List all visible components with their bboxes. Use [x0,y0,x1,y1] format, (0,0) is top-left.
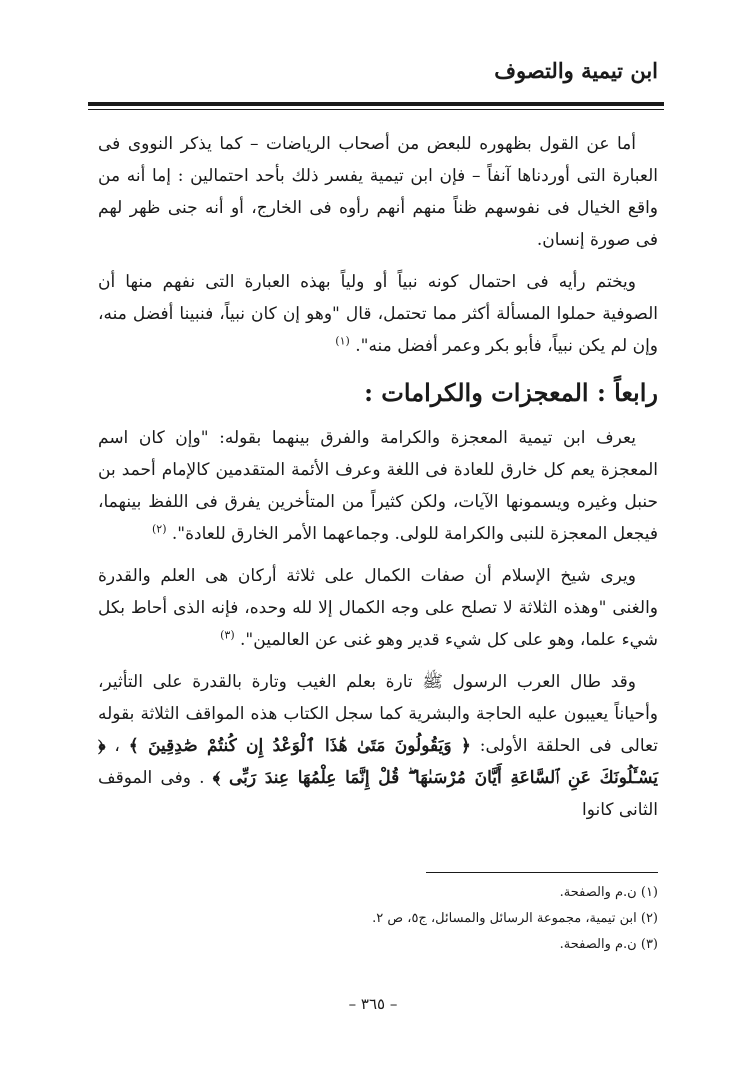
section-heading: رابعاً : المعجزات والكرامات : [364,378,658,407]
paragraph: يعرف ابن تيمية المعجزة والكرامة والفرق بينهما بقوله: "وإن كان اسم المعجزة يعم كل خارق للعادة فى اللغة وعرف الأئمة المتقدمين كالإمام أحمد بن حنبل وغيره ويسمونها الآيات، ولكن كثيراً من المتأخرين يفرق فى اللفظ بينهما، فيجعل المعجزة للنبى والكرامة للولى. وجماعهما الأمر الخارق للعادة". $^{(٢)}$ [98,428,658,544]
running-head: ابن تيمية والتصوف [494,58,658,83]
footnote: (١) ن.م والصفحة. [559,885,658,900]
footnote-ref: (٢) [151,522,167,536]
body-text [98,128,658,836]
footnote-rule [426,872,658,873]
quran-verse: ﴿ يَسْـَٔلُونَكَ عَنِ ٱلسَّاعَةِ أَيَّانَ مُرْسَىٰهَا ۖ قُلْ إِنَّمَا عِلْمُهَا عِندَ رَبِّى ﴾ [98,736,658,788]
header-rule-thick [88,102,664,106]
quran-verse: ﴿ وَيَقُولُونَ مَتَىٰ هَٰذَا ٱلْوَعْدُ إِن كُنتُمْ صَٰدِقِينَ ﴾ [128,736,471,756]
footnotes [98,880,658,958]
footnote: (٢) ابن تيمية، مجموعة الرسائل والمسائل، ج٥، ص ٢. [372,911,658,926]
footnote-ref: (٣) [220,628,235,642]
paragraph: أما عن القول بظهوره للبعض من أصحاب الرياضات – كما يذكر النووى فى العبارة التى أوردناها آنفاً – فإن ابن تيمية يفسر ذلك بأحد احتمالين : إما أنه من واقع الخيال فى نفوسهم ظناً منهم أنهم رأوه فى الخارج، أو أنه جنى ظهر لهم فى صورة إنسان. [98,134,658,250]
paragraph: ويختم رأيه فى احتمال كونه نبياً أو ولياً بهذه العبارة التى نفهم منها أن الصوفية حملوا المسألة أكثر مما تحتمل، قال "وهو إن كان نبياً، فنبينا أفضل منه، وإن لم يكن نبياً، فأبو بكر وعمر أفضل منه". $^{(١)}$ [98,272,658,356]
verse-separator: ، [114,736,120,756]
footnote: (٣) ن.م والصفحة. [559,937,658,952]
page-number: – ٣٦٥ – [348,995,398,1013]
header-rule-thin [88,109,664,110]
paragraph: وقد طال العرب الرسول ﷺ تارة بعلم الغيب وتارة بالقدرة على التأثير، وأحياناً يعيبون عليه الحاجة والبشرية كما سجل الكتاب هذه المواقف الثلاثة بقوله تعالى فى الحلقة الأولى: ﴿ وَيَقُولُونَ مَتَىٰ هَٰذَا ٱلْوَعْدُ إِن كُنتُمْ صَٰدِقِينَ ﴾ ، ﴿ يَسْـَٔلُونَكَ عَنِ ٱلسَّاعَةِ أَيَّانَ مُرْسَىٰهَا ۖ قُلْ إِنَّمَا عِلْمُهَا عِندَ رَبِّى ﴾ . وفى الموقف الثانى كانوا [98,672,658,820]
footnote-ref: (١) [335,334,350,348]
paragraph: ويرى شيخ الإسلام أن صفات الكمال على ثلاثة أركان هى العلم والقدرة والغنى "وهذه الثلاثة لا تصلح على وجه الكمال إلا لله وحده، فإنه الذى أحاط بكل شيء علما، وهو على كل شيء قدير وهو غنى عن العالمين". $^{(٣)}$ [98,566,658,650]
